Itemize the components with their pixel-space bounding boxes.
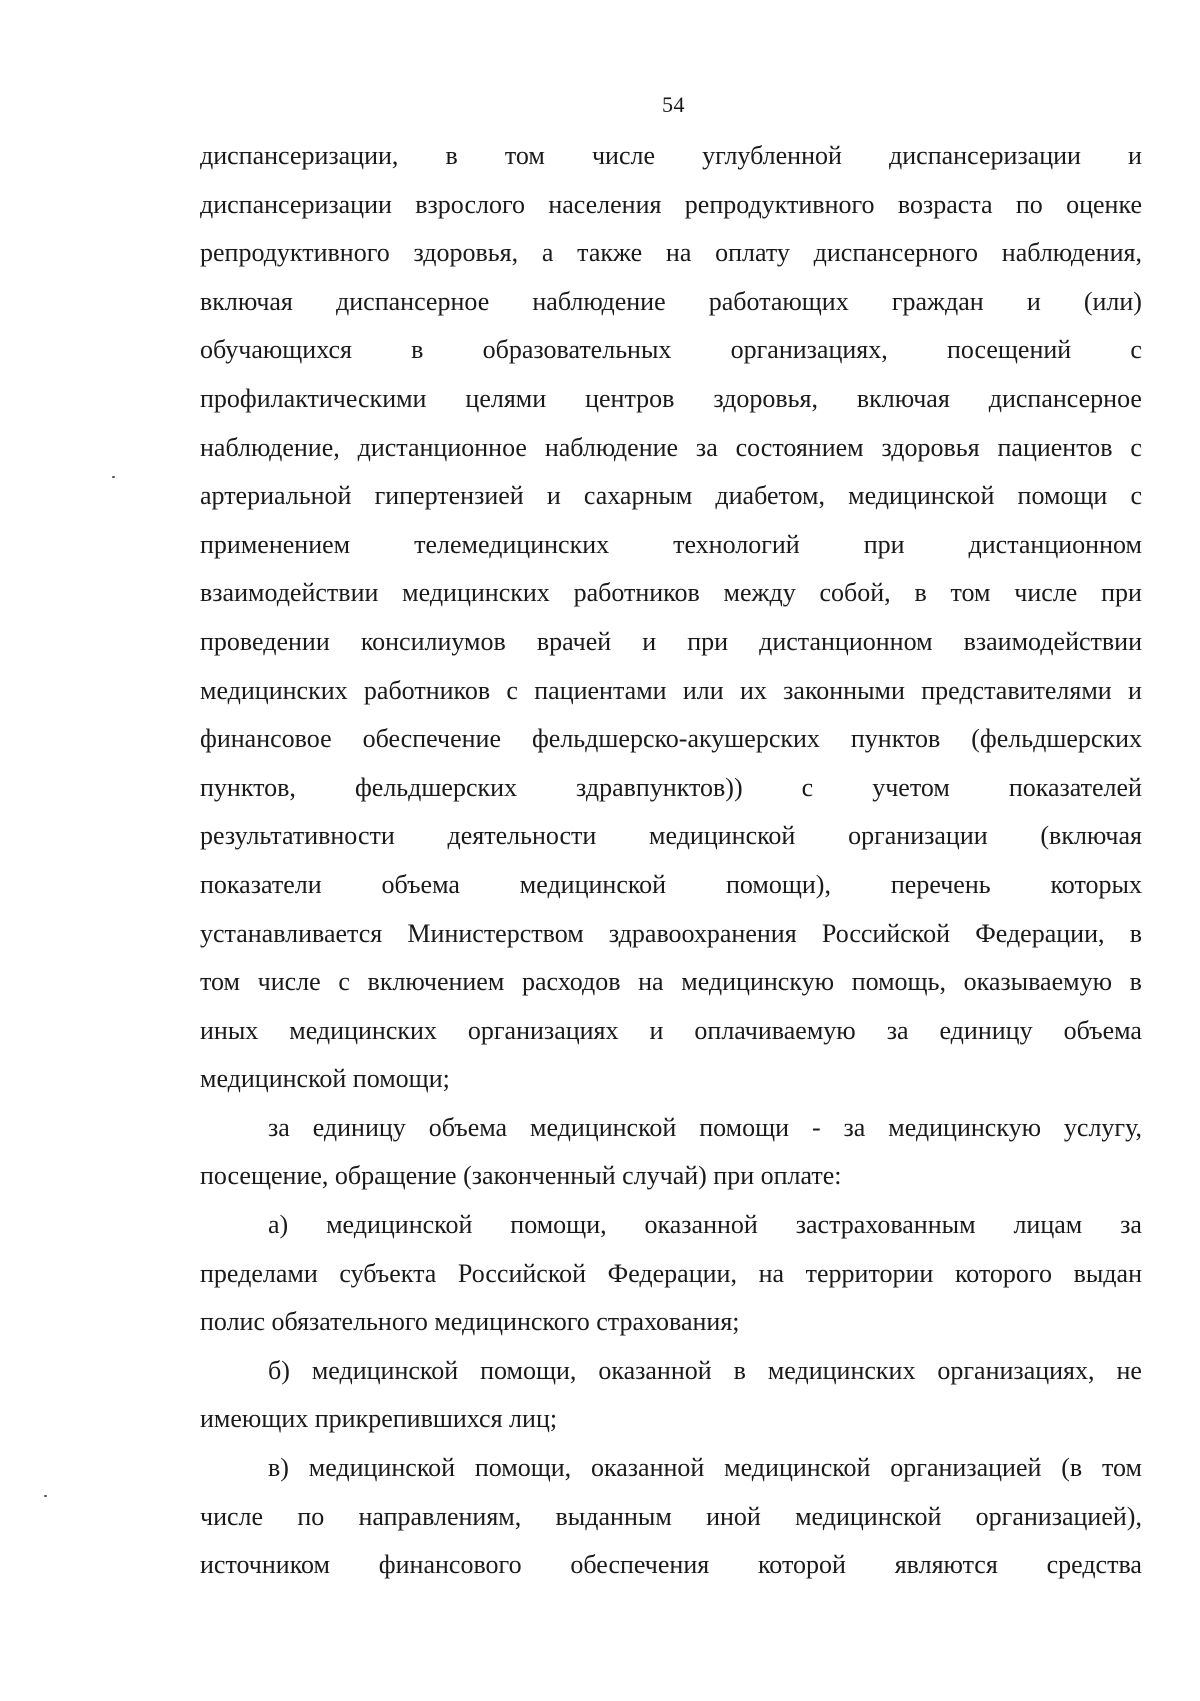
word: включая: [200, 286, 293, 316]
word: медицинской: [848, 481, 995, 511]
word: возраста: [897, 189, 993, 219]
text-line: [200, 375, 1142, 424]
word: диспансеризации,: [200, 141, 399, 170]
word: результативности: [200, 821, 395, 851]
text-line: [200, 424, 1142, 473]
word: выдан: [1073, 1258, 1142, 1288]
text-line: полис обязательного медицинского страхования;: [200, 1307, 740, 1337]
word: (включая: [1040, 821, 1142, 851]
word: единицу: [312, 1112, 406, 1142]
word: которого: [954, 1258, 1052, 1288]
word: консилиумов: [360, 626, 506, 656]
word: и: [642, 626, 657, 656]
text-line: [200, 181, 1142, 230]
word: медицинской: [326, 1210, 473, 1240]
word: медицинских: [200, 675, 348, 705]
word: Министерством: [407, 918, 584, 948]
word: на: [638, 967, 664, 997]
word: в: [445, 141, 458, 170]
word: и: [546, 481, 561, 511]
word: работников: [573, 578, 700, 608]
word: также: [577, 238, 643, 268]
word: медицинских: [767, 1355, 916, 1385]
word: наблюдения,: [1001, 238, 1142, 268]
word: наблюдение: [532, 286, 666, 316]
text-line: [200, 910, 1142, 959]
word: б): [268, 1355, 290, 1385]
word: Российской: [821, 918, 951, 948]
word: оценке: [1066, 189, 1142, 219]
word: посещений: [946, 335, 1072, 365]
text-line: [200, 958, 1142, 1007]
word: в: [733, 1355, 746, 1385]
word: числе: [257, 967, 321, 997]
word: здоровья: [881, 432, 980, 462]
word: показателей: [1008, 772, 1142, 802]
word: диспансеризации: [200, 189, 392, 219]
text-line: посещение, обращение (законченный случай) при оплате:: [200, 1161, 842, 1191]
word: помощи,: [480, 1355, 577, 1385]
word: числе: [200, 1501, 264, 1531]
word: расходов: [521, 967, 621, 997]
text-line: [200, 861, 1142, 910]
word: обучающихся: [200, 335, 352, 365]
word: помощи),: [726, 869, 831, 899]
word: дистанционном: [759, 626, 933, 656]
word: медицинской: [795, 1501, 942, 1531]
text-line: [200, 1250, 1142, 1299]
word: том: [504, 141, 545, 170]
word: включением: [367, 967, 505, 997]
word: финансовое: [200, 724, 332, 754]
word: и: [649, 1015, 664, 1045]
word: за: [695, 432, 718, 462]
word: репродуктивного: [200, 238, 390, 268]
word: медицинской: [530, 1112, 677, 1142]
word: при: [863, 529, 905, 559]
word: по: [297, 1501, 325, 1531]
word: организациях: [467, 1015, 619, 1045]
word: показатели: [200, 869, 322, 899]
word: между: [723, 578, 796, 608]
text-line: [200, 618, 1142, 667]
word: образовательных: [482, 335, 672, 365]
text-line: [200, 715, 1142, 764]
word: с: [506, 675, 518, 705]
word: технологий: [673, 529, 800, 559]
word: взрослого: [415, 189, 525, 219]
word: работающих: [708, 286, 849, 316]
text-line: [200, 764, 1142, 813]
word: услугу,: [1063, 1112, 1142, 1142]
word: иных: [200, 1015, 259, 1045]
scan-speck: [44, 1495, 47, 1497]
word: наблюдение: [544, 432, 679, 462]
word: представителями: [921, 675, 1112, 705]
word: углубленной: [702, 141, 842, 170]
text-line: [200, 569, 1142, 618]
word: а: [541, 238, 554, 268]
word: фельдшерско-акушерских: [531, 724, 820, 754]
word: и: [1128, 141, 1142, 170]
word: субъекта: [339, 1258, 437, 1288]
word: и: [1128, 675, 1142, 705]
word: на: [665, 238, 692, 268]
word: организации: [848, 821, 988, 851]
scan-speck: [112, 476, 115, 478]
word: которой: [758, 1550, 846, 1580]
word: медицинских: [402, 578, 550, 608]
word: гипертензией: [374, 481, 524, 511]
word: диспансеризации: [889, 141, 1081, 170]
word: направлениям,: [358, 1501, 522, 1531]
word: собой,: [819, 578, 891, 608]
word: в: [1129, 967, 1142, 997]
word: врачей: [536, 626, 612, 656]
word: том: [950, 578, 991, 608]
word: пациентами: [534, 675, 667, 705]
word: организациях,: [937, 1355, 1095, 1385]
word: оказанной: [591, 1453, 705, 1483]
word: за: [268, 1112, 290, 1142]
word: диспансерное: [336, 286, 490, 316]
text-line: [200, 521, 1142, 570]
word: том: [1101, 1453, 1142, 1483]
word: медицинскую: [888, 1112, 1042, 1142]
word: с: [1130, 432, 1142, 462]
word: при: [687, 626, 729, 656]
word: оказанной: [598, 1355, 712, 1385]
word: наблюдение,: [200, 432, 340, 462]
text-line: [200, 1444, 1142, 1493]
word: оказанной: [644, 1210, 758, 1240]
word: при: [1101, 578, 1142, 608]
word: застрахованным: [795, 1210, 976, 1240]
word: не: [1116, 1355, 1142, 1385]
word: (фельдшерских: [971, 724, 1142, 754]
word: центров: [585, 383, 675, 413]
word: (в: [1061, 1453, 1083, 1483]
text-line: [200, 132, 1142, 181]
text-line: [200, 278, 1142, 327]
word: взаимодействии: [963, 626, 1142, 656]
text-line: [200, 1201, 1142, 1250]
word: дистанционном: [968, 529, 1142, 559]
word: иной: [706, 1501, 761, 1531]
word: населения: [548, 189, 662, 219]
word: перечень: [890, 869, 991, 899]
word: в): [268, 1453, 289, 1483]
word: здравоохранения: [608, 918, 797, 948]
word: дистанционное: [357, 432, 527, 462]
text-line: [200, 1007, 1142, 1056]
word: и: [1026, 286, 1041, 316]
text-line: [200, 229, 1142, 278]
word: медицинской: [519, 869, 667, 899]
word: пунктов: [850, 724, 941, 754]
word: организацией: [890, 1453, 1042, 1483]
text-line: [200, 812, 1142, 861]
word: деятельности: [447, 821, 597, 851]
word: являются: [894, 1550, 998, 1580]
word: единицу: [939, 1015, 1033, 1045]
word: оплату: [715, 238, 790, 268]
word: граждан: [891, 286, 984, 316]
word: выданным: [555, 1501, 672, 1531]
text-line: медицинской помощи;: [200, 1064, 450, 1094]
word: финансового: [378, 1550, 522, 1580]
word: -: [811, 1112, 821, 1142]
word: медицинской: [649, 821, 796, 851]
word: пределами: [200, 1258, 318, 1288]
word: помощи,: [474, 1453, 572, 1483]
word: числе: [591, 141, 656, 170]
word: помощь,: [851, 967, 946, 997]
word: с: [1130, 481, 1142, 511]
word: пунктов,: [200, 772, 296, 802]
word: телемедицинских: [414, 529, 610, 559]
word: их: [739, 675, 767, 705]
word: организацией),: [975, 1501, 1142, 1531]
word: с: [338, 967, 350, 997]
text-line: [200, 1104, 1142, 1153]
word: территории: [805, 1258, 934, 1288]
word: диабетом,: [715, 481, 825, 511]
word: оказываемую: [963, 967, 1113, 997]
body-text: [200, 132, 1142, 1590]
word: Российской: [457, 1258, 587, 1288]
word: числе: [1014, 578, 1078, 608]
word: пациентов: [997, 432, 1113, 462]
word: на: [758, 1258, 785, 1288]
word: взаимодействии: [200, 578, 379, 608]
word: здравпунктов)): [576, 772, 743, 802]
word: здоровья,: [713, 383, 818, 413]
word: медицинской: [311, 1355, 459, 1385]
word: которых: [1050, 869, 1142, 899]
word: средства: [1046, 1550, 1142, 1580]
word: организациях,: [730, 335, 888, 365]
word: оплачиваемую: [694, 1015, 856, 1045]
text-line: [200, 667, 1142, 716]
word: законными: [783, 675, 905, 705]
word: объема: [1063, 1015, 1142, 1045]
word: артериальной: [200, 481, 352, 511]
word: за: [843, 1112, 866, 1142]
word: репродуктивного: [684, 189, 875, 219]
word: фельдшерских: [354, 772, 518, 802]
word: или: [682, 675, 724, 705]
word: объема: [381, 869, 460, 899]
page-number: 54: [662, 92, 685, 117]
word: работников: [363, 675, 491, 705]
word: Федерации,: [975, 918, 1105, 948]
word: проведении: [200, 626, 330, 656]
word: диспансерное: [988, 383, 1142, 413]
text-line: [200, 1541, 1142, 1590]
word: медицинской: [724, 1453, 871, 1483]
word: включая: [856, 383, 950, 413]
word: устанавливается: [200, 918, 383, 948]
word: сахарным: [583, 481, 693, 511]
text-line: [200, 1493, 1142, 1542]
word: в: [914, 578, 927, 608]
word: помощи,: [510, 1210, 607, 1240]
text-line: [200, 472, 1142, 521]
word: медицинской: [308, 1453, 456, 1483]
word: медицинских: [289, 1015, 437, 1045]
word: (или): [1083, 286, 1142, 316]
word: за: [886, 1015, 909, 1045]
word: обеспечения: [570, 1550, 710, 1580]
word: помощи: [699, 1112, 790, 1142]
word: в: [1129, 918, 1142, 948]
word: в: [411, 335, 424, 365]
word: лицам: [1013, 1210, 1083, 1240]
word: с: [801, 772, 814, 802]
word: помощи: [1017, 481, 1108, 511]
word: применением: [200, 529, 351, 559]
word: по: [1015, 189, 1043, 219]
text-line: [200, 326, 1142, 375]
word: профилактическими: [200, 383, 427, 413]
word: диспансерного: [813, 238, 979, 268]
word: целями: [465, 383, 547, 413]
word: учетом: [872, 772, 950, 802]
word: медицинскую: [681, 967, 835, 997]
text-line: имеющих прикрепившихся лиц;: [200, 1404, 558, 1434]
word: за: [1120, 1210, 1142, 1240]
word: источником: [200, 1550, 330, 1580]
word: с: [1130, 335, 1142, 365]
word: здоровья,: [413, 238, 519, 268]
word: обеспечение: [362, 724, 501, 754]
word: состоянием: [735, 432, 864, 462]
word: том: [200, 967, 240, 997]
word: а): [268, 1210, 289, 1240]
word: Федерации,: [607, 1258, 737, 1288]
text-line: [200, 1347, 1142, 1396]
word: объема: [428, 1112, 508, 1142]
